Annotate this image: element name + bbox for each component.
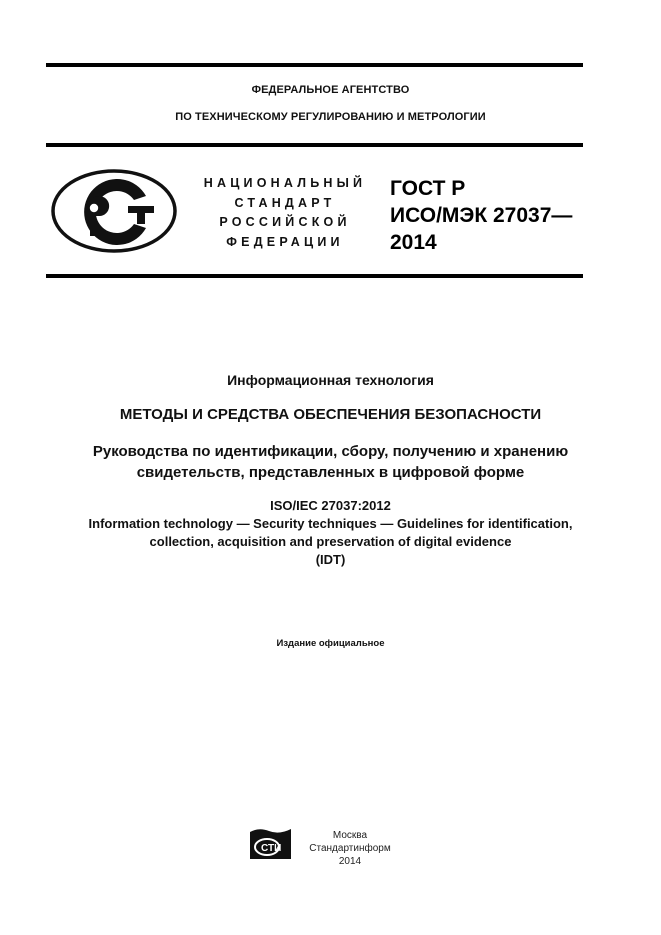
edition-label: Издание официальное bbox=[276, 638, 385, 649]
designation-line-2: ИСО/МЭК 27037— bbox=[390, 204, 573, 227]
natstd-line-4: ФЕДЕРАЦИИ bbox=[226, 234, 344, 249]
iso-title-line-1: Information technology — Security techniques — Guidelines for identification, bbox=[88, 516, 573, 531]
iso-reference bbox=[0, 497, 661, 569]
natstd-line-3: РОССИЙСКОЙ bbox=[219, 215, 351, 229]
top-rule bbox=[46, 63, 583, 67]
subject-heading: Информационная технология bbox=[227, 372, 434, 388]
subtitle-line-1: Руководства по идентификации, сбору, получению и хранению bbox=[92, 443, 569, 460]
svg-text:СТИ: СТИ bbox=[261, 843, 282, 854]
standartinform-logo-icon bbox=[249, 826, 292, 861]
designation-line-3: 2014 bbox=[390, 231, 437, 254]
publisher-year: 2014 bbox=[338, 856, 362, 867]
publisher-name: Стандартинформ bbox=[309, 843, 391, 854]
natstd-line-2: СТАНДАРТ bbox=[234, 195, 336, 210]
agency-line-1: ФЕДЕРАЛЬНОЕ АГЕНТСТВО bbox=[251, 84, 410, 96]
iso-equivalence: (IDT) bbox=[315, 552, 346, 567]
subtitle bbox=[0, 441, 661, 483]
agency-line-2: ПО ТЕХНИЧЕСКОМУ РЕГУЛИРОВАНИЮ И МЕТРОЛОГИИ bbox=[175, 111, 486, 123]
iso-title-line-2: collection, acquisition and preservation of digital evidence bbox=[149, 534, 512, 549]
standard-block-bottom-rule bbox=[46, 274, 583, 278]
main-title: МЕТОДЫ И СРЕДСТВА ОБЕСПЕЧЕНИЯ БЕЗОПАСНОСТИ bbox=[119, 406, 542, 423]
natstd-line-1: НАЦИОНАЛЬНЫЙ bbox=[203, 176, 367, 190]
designation-line-1: ГОСТ Р bbox=[390, 177, 466, 200]
header-bottom-rule bbox=[46, 143, 583, 147]
standard-designation bbox=[390, 175, 572, 256]
subtitle-line-2: свидетельств, представленных в цифровой форме bbox=[136, 464, 525, 481]
iso-code: ISO/IEC 27037:2012 bbox=[270, 498, 391, 513]
national-standard-label bbox=[185, 174, 385, 252]
publisher-info bbox=[300, 829, 400, 868]
gost-r-logo-icon bbox=[50, 168, 178, 254]
publisher-city: Москва bbox=[332, 830, 368, 841]
